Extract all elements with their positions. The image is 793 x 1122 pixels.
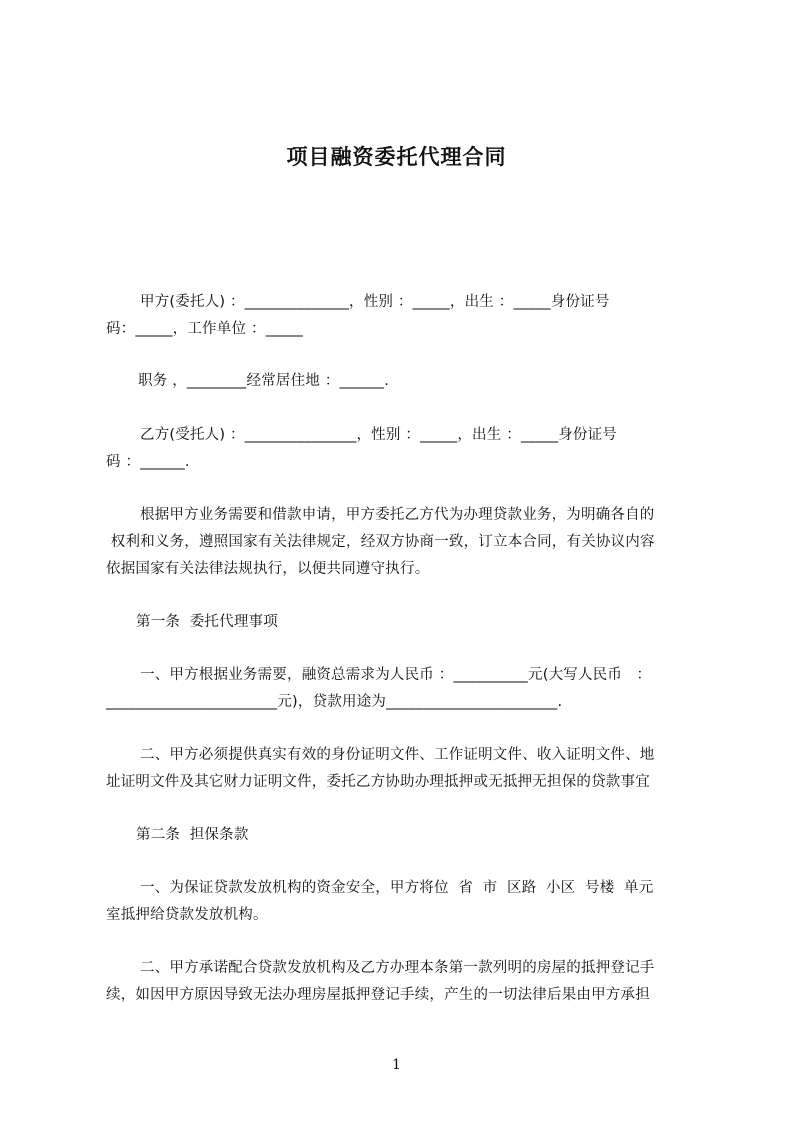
page-number: 1 <box>392 1057 401 1073</box>
party-b-line-2: 码 ：______. <box>106 454 190 470</box>
party-a-line-1: 甲方(委托人) ：______________，性别 ：_____，出生 ：_____身份证号 <box>140 294 610 310</box>
party-a-position-line: 职务 ，________经常居住地 ：______. <box>138 373 390 389</box>
article-2-item-2-line-2: 续，如因甲方原因导致无法办理房屋抵押登记手续，产生的一切法律后果由甲方承担 <box>106 987 650 1003</box>
article-1-item-2-line-2: 址证明文件及其它财力证明文件，委托乙方协助办理抵押或无抵押无担保的贷款事宜 <box>106 774 650 790</box>
article-1-heading: 第一条 委托代理事项 <box>136 614 278 630</box>
preamble-line-3: 依据国家有关法律法规执行，以便共同遵守执行。 <box>106 561 430 577</box>
article-2-heading: 第二条 担保条款 <box>136 827 249 843</box>
party-a-line-2: 码：_____，工作单位 ：_____ <box>106 321 303 337</box>
page-title: 项目融资委托代理合同 <box>286 145 507 169</box>
article-1-item-1-line-1: 一、甲方根据业务需要，融资总需求为人民币 ：__________元(大写人民币 ： <box>140 667 652 683</box>
article-1-item-2-line-1: 二、甲方必须提供真实有效的身份证明文件、工作证明文件、收入证明文件、地 <box>140 747 655 763</box>
article-2-item-2-line-1: 二、甲方承诺配合贷款发放机构及乙方办理本条第一款列明的房屋的抵押登记手 <box>140 960 655 976</box>
preamble-line-2: 权利和义务，遵照国家有关法律规定，经双方协商一致，订立本合同，有关协议内容 <box>106 534 655 550</box>
article-1-item-1-line-2: _______________________元)，贷款用途为_______________________. <box>106 694 563 710</box>
party-b-line-1: 乙方(受托人) ：_______________，性别 ：_____，出生 ：_____身份证号 <box>140 427 617 443</box>
article-2-item-1-line-1: 一、为保证贷款发放机构的资金安全，甲方将位 省 市 区路 小区 号楼 单元 <box>140 880 654 896</box>
article-2-item-1-line-2: 室抵押给贷款发放机构。 <box>106 907 268 923</box>
preamble-line-1: 根据甲方业务需要和借款申请，甲方委托乙方代为办理贷款业务，为明确各自的 <box>140 507 655 523</box>
